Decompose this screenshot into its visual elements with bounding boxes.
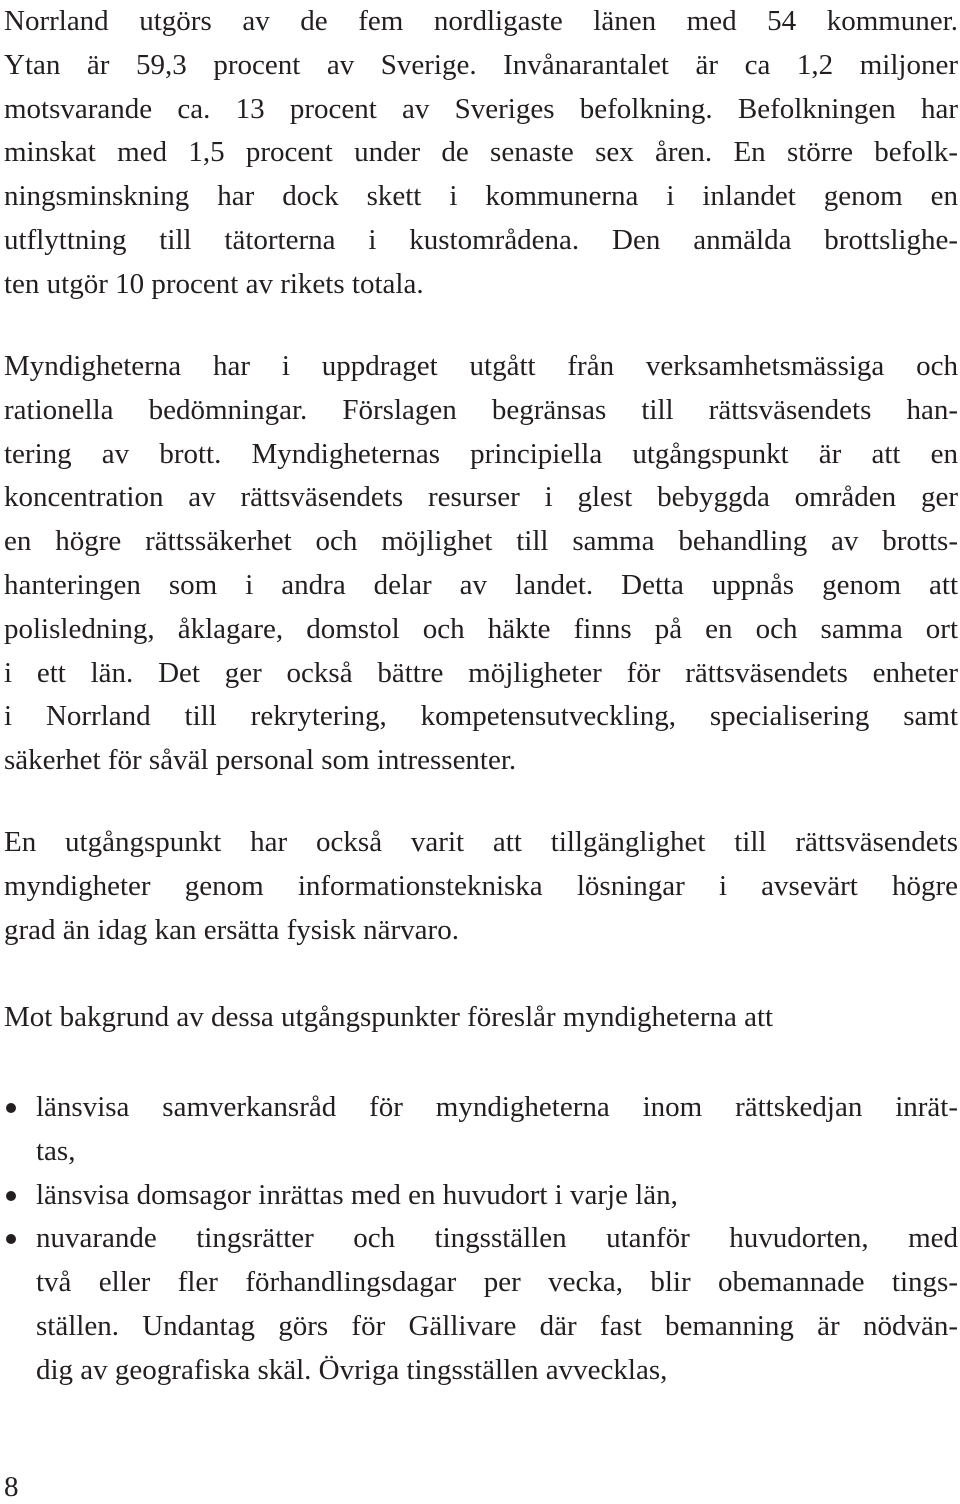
text-line: ställen. Undantag görs för Gällivare där fast bemanning är nödvän- <box>36 1309 958 1342</box>
text-line: dig av geografiska skäl. Övriga tingsställen avvecklas, <box>36 1353 668 1386</box>
list-item <box>4 1217 958 1392</box>
paragraph-accessibility <box>4 821 958 952</box>
text-line: ningsminskning har dock skett i kommunerna i inlandet genom en <box>4 180 958 213</box>
text-line: länsvisa samverkansråd för myndigheterna inom rättskedjan inrät- <box>36 1091 958 1123</box>
proposal-list <box>4 1086 958 1393</box>
text-line: polisledning, åklagare, domstol och häkte finns på en och samma ort <box>4 612 958 645</box>
text-line: Mot bakgrund av dessa utgångspunkter föreslår myndigheterna att <box>4 1001 774 1033</box>
text-line: grad än idag kan ersätta fysisk närvaro. <box>4 913 459 946</box>
bullet-icon <box>6 1234 16 1244</box>
text-line: en högre rättssäkerhet och möjlighet till samma behandling av brotts- <box>4 525 958 558</box>
text-line: tas, <box>36 1134 76 1167</box>
text-line: myndigheter genom informationstekniska lösningar i avsevärt högre <box>4 869 958 902</box>
list-item <box>4 1086 958 1174</box>
text-line: En utgångspunkt har också varit att tillgänglighet till rättsväsendets <box>4 826 958 858</box>
text-line: rationella bedömningar. Förslagen begränsas till rättsväsendets han- <box>4 393 958 426</box>
text-line: Ytan är 59,3 procent av Sverige. Invånarantalet är ca 1,2 miljoner <box>4 48 958 81</box>
text-line: utflyttning till tätorterna i kustområdena. Den anmälda brottslighe- <box>4 223 958 256</box>
bullet-icon <box>6 1103 16 1113</box>
text-line: tering av brott. Myndigheternas principiella utgångspunkt är att en <box>4 437 958 470</box>
text-line: hanteringen som i andra delar av landet. Detta uppnås genom att <box>4 568 958 601</box>
text-line: Myndigheterna har i uppdraget utgått från verksamhetsmässiga och <box>4 350 958 382</box>
text-line: två eller fler förhandlingsdagar per vecka, blir obemannade tings- <box>36 1266 958 1299</box>
text-line: motsvarande ca. 13 procent av Sveriges befolkning. Befolkningen har <box>4 92 958 125</box>
text-line: nuvarande tingsrätter och tingsställen utanför huvudorten, med <box>36 1222 958 1255</box>
text-line: minskat med 1,5 procent under de senaste sex åren. En större befolk- <box>4 136 958 169</box>
paragraph-proposal-intro <box>4 996 958 1040</box>
text-line: säkerhet för såväl personal som intressenter. <box>4 744 517 777</box>
text-line: länsvisa domsagor inrättas med en huvudort i varje län, <box>36 1178 678 1211</box>
list-item <box>4 1174 958 1218</box>
text-line: i ett län. Det ger också bättre möjligheter för rättsväsendets enheter <box>4 656 958 689</box>
text-line: ten utgör 10 procent av rikets totala. <box>4 267 424 300</box>
text-line: koncentration av rättsväsendets resurser i glest bebyggda områden ger <box>4 481 958 514</box>
text-line: i Norrland till rekrytering, kompetensutveckling, specialisering samt <box>4 700 958 733</box>
bullet-icon <box>6 1191 16 1201</box>
text-line: Norrland utgörs av de fem nordligaste länen med 54 kommuner. <box>4 5 958 37</box>
paragraph-norrland-facts <box>4 0 958 307</box>
page-number: 8 <box>4 1471 19 1503</box>
paragraph-authorities-assessment <box>4 345 958 783</box>
